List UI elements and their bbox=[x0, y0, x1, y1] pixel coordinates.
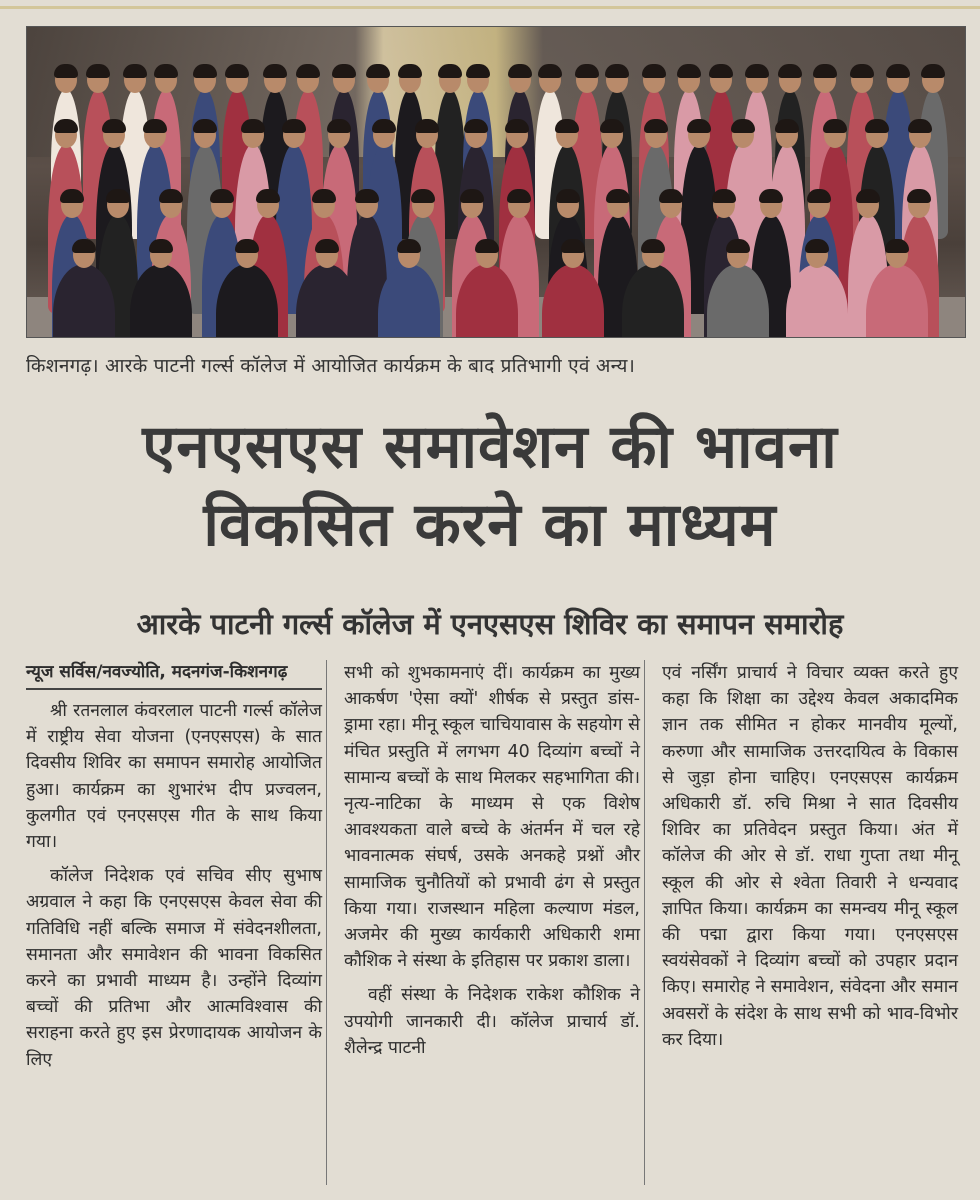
photo-person-hair bbox=[123, 64, 147, 78]
photo-person-hair bbox=[659, 189, 683, 203]
photo-person-hair bbox=[149, 239, 173, 253]
photo-person-hair bbox=[60, 189, 84, 203]
photo-person-hair bbox=[106, 189, 130, 203]
photo-person-hair bbox=[813, 64, 837, 78]
photo-person-hair bbox=[556, 189, 580, 203]
photo-person-hair bbox=[538, 64, 562, 78]
photo-person-hair bbox=[856, 189, 880, 203]
photo-person-hair bbox=[606, 189, 630, 203]
photo-person-hair bbox=[282, 119, 306, 133]
photo-person-hair bbox=[677, 64, 701, 78]
article-column-2 bbox=[344, 660, 640, 1069]
article-column-1 bbox=[26, 660, 322, 1081]
photo-person-hair bbox=[398, 64, 422, 78]
photo-person-hair bbox=[726, 239, 750, 253]
photo-person-hair bbox=[411, 189, 435, 203]
photo-person-hair bbox=[759, 189, 783, 203]
photo-person-hair bbox=[315, 239, 339, 253]
column-3-paragraph-1: एवं नर्सिंग प्राचार्य ने विचार व्यक्त करते हुए कहा कि शिक्षा का उद्देश्य केवल अकादमिक ज्ञान तक सीमित न होकर मानवीय मूल्यों, करुणा और सामाजिक उत्तरदायित्व के विकास से जुड़ा होना चाहिए। एनएसएस कार्यक्रम अधिकारी डॉ. रुचि मिश्रा ने सात दिवसीय शिविर का प्रतिवेदन प्रस्तुत किया। अंत में कॉलेज की ओर से डॉ. राधा गुप्ता तथा मीनू स्कूल की ओर से श्वेता तिवारी ने धन्यवाद ज्ञापित किया। कार्यक्रम का समन्वय मीनू स्कूल की पद्मा द्वारा किया गया। एनएसएस स्वयंसेवकों ने दिव्यांग बच्चों को उपहार प्रदान किए। समारोह ने समावेशन, संवेदना और समान अवसरों के संदेश के साथ सभी को भाव-विभोर कर दिया। bbox=[662, 663, 958, 1050]
photo-person-hair bbox=[687, 119, 711, 133]
photo-person-hair bbox=[225, 64, 249, 78]
photo-person-hair bbox=[332, 64, 356, 78]
photo-person-hair bbox=[575, 64, 599, 78]
subheadline: आरके पाटनी गर्ल्स कॉलेज में एनएसएस शिविर का समापन समारोह bbox=[136, 607, 844, 641]
photo-person-hair bbox=[712, 189, 736, 203]
photo-person-hair bbox=[642, 64, 666, 78]
photo-person-hair bbox=[644, 119, 668, 133]
photo-person-hair bbox=[466, 64, 490, 78]
photo-person-hair bbox=[366, 64, 390, 78]
photo-person-hair bbox=[54, 64, 78, 78]
photo-person-hair bbox=[235, 239, 259, 253]
byline: न्यूज सर्विस/नवज्योति, मदनगंज-किशनगढ़ bbox=[26, 660, 322, 690]
photo-person-hair bbox=[865, 119, 889, 133]
photo-person-hair bbox=[54, 119, 78, 133]
photo-person-hair bbox=[921, 64, 945, 78]
photo-person-hair bbox=[823, 119, 847, 133]
photo-person-hair bbox=[72, 239, 96, 253]
photo-person-hair bbox=[805, 239, 829, 253]
photo-person-hair bbox=[327, 119, 351, 133]
photo-person-hair bbox=[605, 64, 629, 78]
photo-person-hair bbox=[372, 119, 396, 133]
column-2-paragraph-2: वहीं संस्था के निदेशक राकेश कौशिक ने उपयोगी जानकारी दी। कॉलेज प्राचार्य डॉ. शैलेन्द्र पाटनी bbox=[344, 985, 640, 1058]
photo-person-hair bbox=[355, 189, 379, 203]
photo-person-hair bbox=[745, 64, 769, 78]
photo-person-hair bbox=[561, 239, 585, 253]
column-divider-1 bbox=[326, 660, 327, 1185]
photo-person-hair bbox=[475, 239, 499, 253]
photo-person-hair bbox=[241, 119, 265, 133]
photo-person-hair bbox=[464, 119, 488, 133]
photo-person-hair bbox=[807, 189, 831, 203]
photo-person-hair bbox=[193, 64, 217, 78]
photo-person-hair bbox=[438, 64, 462, 78]
paper-top-edge bbox=[0, 6, 980, 9]
photo-person-hair bbox=[505, 119, 529, 133]
photo-person-hair bbox=[193, 119, 217, 133]
column-1-paragraph-2: कॉलेज निदेशक एवं सचिव सीए सुभाष अग्रवाल ने कहा कि एनएसएस केवल सेवा की गतिविधि नहीं बल्कि समाज में संवेदनशीलता, समानता और समावेशन की भावना विकसित करने का प्रभावी माध्यम है। उन्होंने दिव्यांग बच्चों की प्रतिभा और आत्मविश्वास की सराहना करते हुए इस प्रेरणादायक आयोजन के लिए bbox=[26, 866, 322, 1070]
photo-person-hair bbox=[778, 64, 802, 78]
photo-person-hair bbox=[312, 189, 336, 203]
photo-person-hair bbox=[507, 189, 531, 203]
photo-person-hair bbox=[886, 64, 910, 78]
group-photo bbox=[26, 26, 966, 338]
photo-person-hair bbox=[256, 189, 280, 203]
photo-person-hair bbox=[263, 64, 287, 78]
photo-person-hair bbox=[102, 119, 126, 133]
photo-person-hair bbox=[641, 239, 665, 253]
photo-person-hair bbox=[508, 64, 532, 78]
headline-line-1: एनएसएस समावेशन की भावना bbox=[142, 412, 838, 482]
photo-caption: किशनगढ़। आरके पाटनी गर्ल्स कॉलेज में आयोजित कार्यक्रम के बाद प्रतिभागी एवं अन्य। bbox=[26, 355, 635, 377]
photo-person-hair bbox=[397, 239, 421, 253]
headline bbox=[0, 408, 980, 564]
photo-person-hair bbox=[415, 119, 439, 133]
headline-line-2: विकसित करने का माध्यम bbox=[203, 490, 777, 560]
photo-person-hair bbox=[154, 64, 178, 78]
photo-person-hair bbox=[907, 189, 931, 203]
column-divider-2 bbox=[644, 660, 645, 1185]
photo-person-hair bbox=[908, 119, 932, 133]
column-1-paragraph-1: श्री रतनलाल कंवरलाल पाटनी गर्ल्स कॉलेज में राष्ट्रीय सेवा योजना (एनएसएस) के सात दिवसीय शिविर का समापन समारोह आयोजित हुआ। कार्यक्रम का शुभारंभ दीप प्रज्वलन, कुलगीत एवं एनएसएस गीत के साथ किया गया। bbox=[26, 701, 322, 853]
photo-person-hair bbox=[709, 64, 733, 78]
photo-person-hair bbox=[210, 189, 234, 203]
article-column-3 bbox=[662, 660, 958, 1061]
photo-person-hair bbox=[775, 119, 799, 133]
photo-person-hair bbox=[296, 64, 320, 78]
column-2-paragraph-1: सभी को शुभकामनाएं दीं। कार्यक्रम का मुख्य आकर्षण 'ऐसा क्यों' शीर्षक से प्रस्तुत डांस-ड्रामा रहा। मीनू स्कूल चाचियावास के सहयोग से मंचित प्रस्तुति में लगभग 40 दिव्यांग बच्चों ने सामान्य बच्चों के साथ मिलकर सहभागिता की। नृत्य-नाटिका के माध्यम से एक विशेष आवश्यकता वाले बच्चे के अंतर्मन में चल रहे भावनात्मक संघर्ष, उसके अनकहे प्रश्नों और सामाजिक चुनौतियों को प्रभावी ढंग से प्रस्तुत किया गया। राजस्थान महिला कल्याण मंडल, अजमेर की मुख्य कार्यकारी अधिकारी शमा कौशिक ने संस्था के इतिहास पर प्रकाश डाला। bbox=[344, 663, 640, 972]
photo-person-hair bbox=[555, 119, 579, 133]
photo-person-hair bbox=[143, 119, 167, 133]
photo-person-hair bbox=[460, 189, 484, 203]
photo-person-hair bbox=[731, 119, 755, 133]
photo-person-hair bbox=[885, 239, 909, 253]
photo-person-hair bbox=[86, 64, 110, 78]
photo-person-hair bbox=[159, 189, 183, 203]
photo-person-hair bbox=[850, 64, 874, 78]
photo-person-hair bbox=[600, 119, 624, 133]
